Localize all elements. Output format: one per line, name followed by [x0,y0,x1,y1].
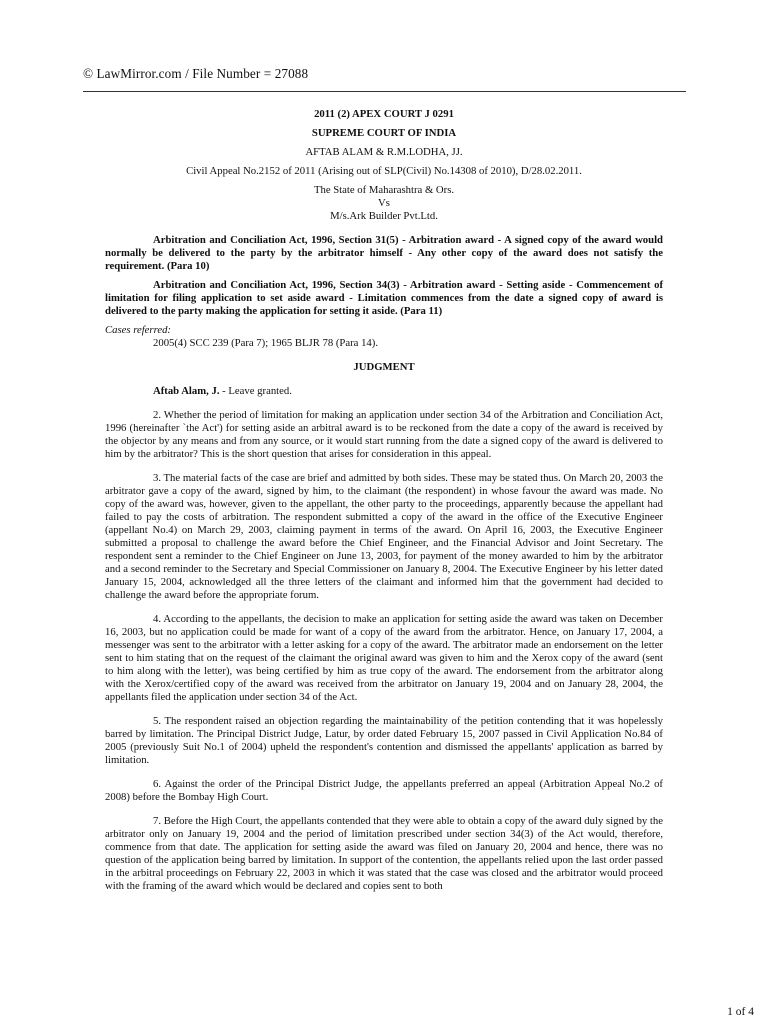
headnote-2: Arbitration and Conciliation Act, 1996, Section 34(3) - Arbitration award - Setting aside - Commencement of limitation for filing application to set aside award - Limitation commences from the date a signed copy of award is delivered to the party making the application for setting it aside. (Para 11) [105,279,663,317]
headnote-1: Arbitration and Conciliation Act, 1996, Section 31(5) - Arbitration award - A signed copy of the award would normally be delivered to the party by the arbitrator himself - Any other copy of the award does not satisfy the requirement. (Para 10) [105,234,663,272]
cases-referred-list: 2005(4) SCC 239 (Para 7); 1965 BLJR 78 (Para 14). [153,337,379,349]
header-divider [83,91,686,92]
citation: 2011 (2) APEX COURT J 0291 [314,108,454,120]
document-source-header: © LawMirror.com / File Number = 27088 [83,66,309,81]
paragraph-5: 5. The respondent raised an objection regarding the maintainability of the petition contending that it was hopelessly barred by limitation. The Principal District Judge, Latur, by order dated February 15, 2007 passed in Civil Application No.84 of 2005 (previously Suit No.1 of 2004) upheld the respondent's contention and dismissed the appellants' application as barred by limitation. [105,715,663,766]
paragraph-3: 3. The material facts of the case are brief and admitted by both sides. These may be stated thus. On March 20, 2003 the arbitrator gave a copy of the award, signed by him, to the claimant (the respondent) in whose favour the award was made. No copy of the award was, however, given to the appellant, the other party to the proceedings, apparently because the appellant had failed to pay the costs of arbitration. The respondent submitted a copy of the award in the office of the Executive Engineer (appellant No.4) on March 29, 2003, claiming payment in terms of the award. On April 16, 2003, the Executive Engineer submitted a proposal to challenge the award before the Chief Engineer, and the Financial Advisor and Joint Secretary. The respondent sent a reminder to the Chief Engineer on June 13, 2003, for payment of the money awarded to him by the arbitrator and a second reminder to the Secretary and Special Commissioner on January 8, 2004. The Executive Engineer by his letter dated January 15, 2004, acknowledged all the three letters of the claimant and informed him that the government had decided to challenge the award before the appropriate forum. [105,472,663,601]
opening-judge: Aftab Alam, J. [153,385,220,397]
paragraph-2: 2. Whether the period of limitation for making an application under section 34 of the Arbitration and Conciliation Act, 1996 (hereinafter `the Act') for setting aside an arbitral award is to be reckoned from the date a copy of the award is received by the objector by any means and from any source, or it would start running from the date a signed copy of the award is delivered to him by the arbitrator? This is the short question that arises for consideration in this appeal. [105,409,663,460]
judgment-heading: JUDGMENT [353,361,415,373]
cases-referred-label: Cases referred: [105,324,171,336]
appellant-name: The State of Maharashtra & Ors. [313,184,455,196]
bench-judges: AFTAB ALAM & R.M.LODHA, JJ. [305,146,463,158]
judgment-document [105,108,663,893]
page-number: 1 of 4 [727,1006,754,1018]
versus-label: Vs [378,197,390,209]
paragraph-4: 4. According to the appellants, the decision to make an application for setting aside the award was taken on December 16, 2003, but no application could be made for want of a copy of the award from the arbitrator. Hence, on January 17, 2004, a messenger was sent to the arbitrator with a letter asking for a copy of the award. The arbitrator made an endorsement on the letter sent to him stating that on the request of the claimant the original award was given to him and the Xerox copy of the award (sent to him along with the letter), was being certified by him as true copy of the award. The endorsement from the arbitrator along with the Xerox/certified copy of the award was received from the arbitrator on January 19, 2004 and on January 28, 2004, the appellants filed the application under section 34 of the Act. [105,613,663,703]
paragraph-7: 7. Before the High Court, the appellants contended that they were able to obtain a copy of the award duly signed by the arbitrator only on January 19, 2004 and the period of limitation prescribed under section 34(3) of the Act would, therefore, commence from that date. The application for setting aside the award was filed on January 20, 2004 and hence, there was no question of the application being barred by limitation. In support of the contention, the appellants relied upon the last order passed in the arbitral proceedings on February 22, 2003 in which it was stated that the case was closed and the arbitrator would proceed with the framing of the award which would be declared and copies sent to both [105,815,663,892]
respondent-name: M/s.Ark Builder Pvt.Ltd. [330,210,438,222]
court-name: SUPREME COURT OF INDIA [311,127,457,139]
opening-text: - Leave granted. [219,385,292,397]
case-info: Civil Appeal No.2152 of 2011 (Arising out of SLP(Civil) No.14308 of 2010), D/28.02.2011. [186,165,582,177]
paragraph-6: 6. Against the order of the Principal District Judge, the appellants preferred an appeal (Arbitration Appeal No.2 of 2008) before the Bombay High Court. [105,778,663,803]
opening-paragraph [105,385,663,398]
